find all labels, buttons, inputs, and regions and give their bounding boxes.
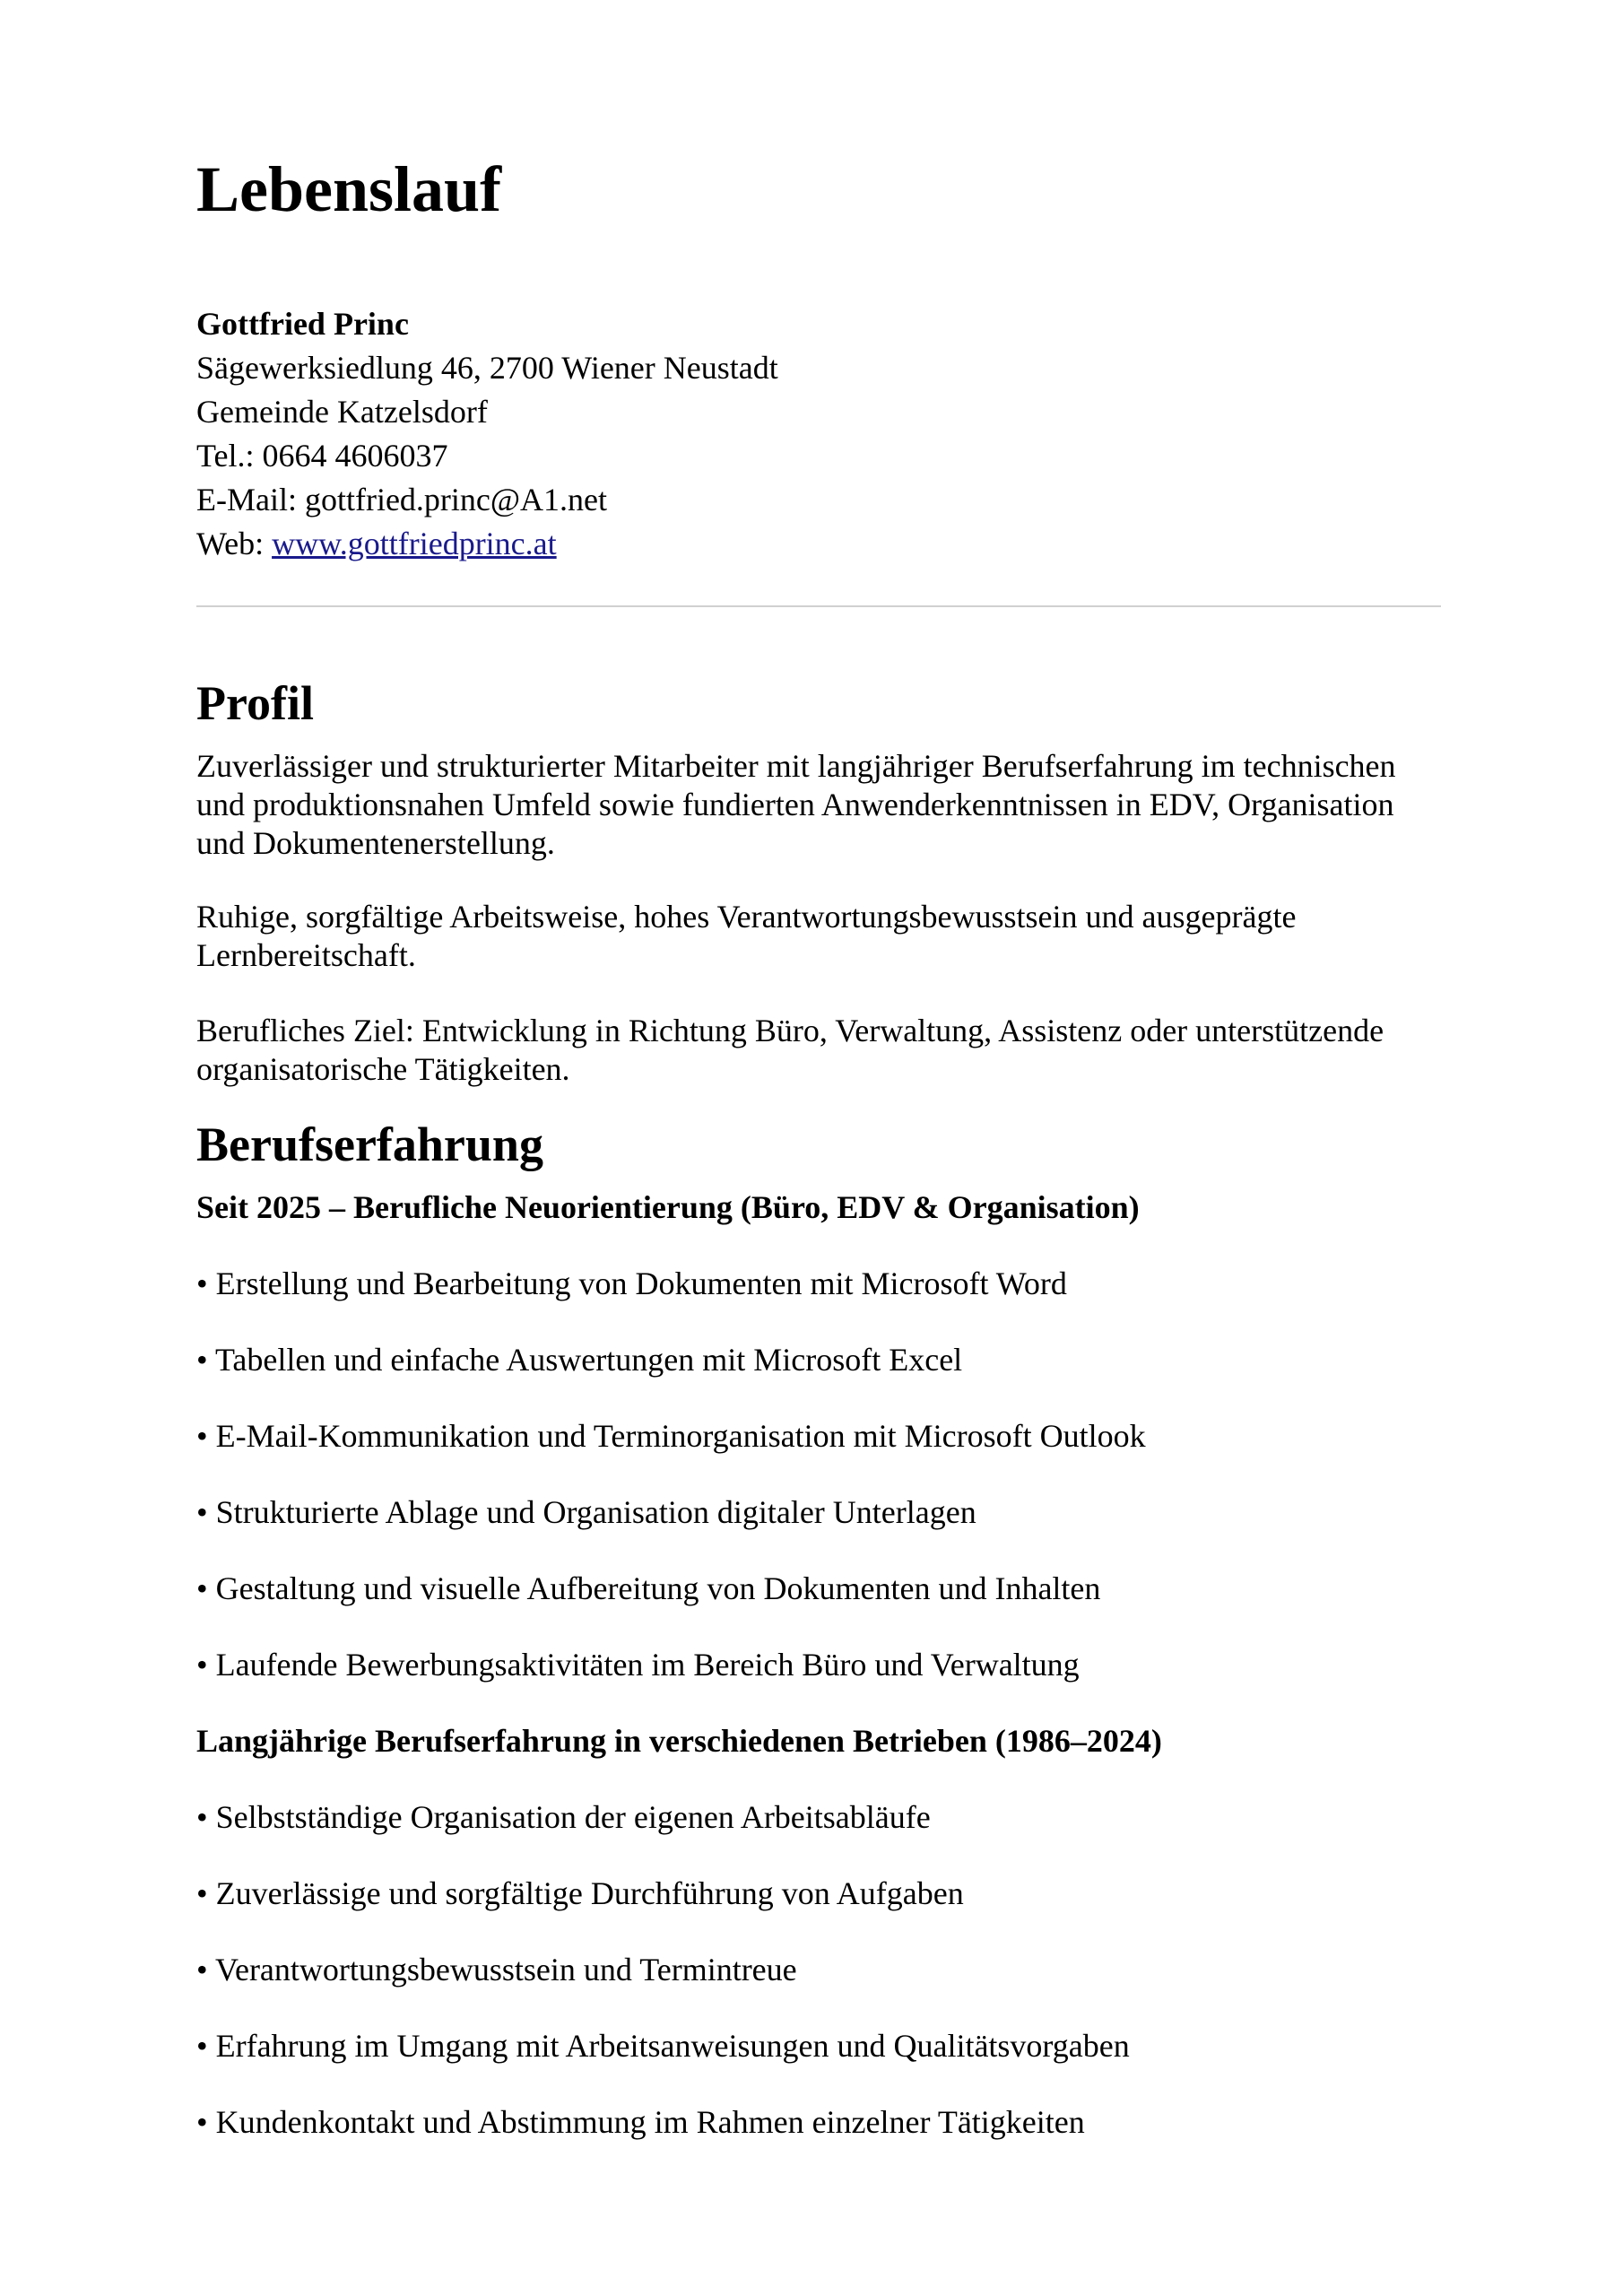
profile-paragraph: Zuverlässiger und strukturierter Mitarbeiter mit langjähriger Berufserfahrung im technischen und produktionsnahen Umfeld sowie fundierten Anwenderkenntnissen in EDV, Organisation und Dokumentenerstellung. — [196, 748, 1396, 861]
experience-subheading: Seit 2025 – Berufliche Neuorientierung (Büro, EDV & Organisation) — [196, 1189, 1140, 1225]
list-item: • Tabellen und einfache Auswertungen mit Microsoft Excel — [196, 1342, 963, 1378]
profile-paragraph: Berufliches Ziel: Entwicklung in Richtung Büro, Verwaltung, Assistenz oder unterstützende organisatorische Tätigkeiten. — [196, 1013, 1384, 1087]
divider — [196, 605, 1441, 607]
website-link[interactable]: www.gottfriedprinc.at — [272, 526, 557, 561]
contact-name: Gottfried Princ — [196, 306, 409, 342]
list-item: • Strukturierte Ablage und Organisation digitaler Unterlagen — [196, 1494, 976, 1530]
resume-page — [196, 153, 1441, 2142]
list-item: • Verantwortungsbewusstsein und Termintreue — [196, 1952, 797, 1987]
list-item: • Zuverlässige und sorgfältige Durchführung von Aufgaben — [196, 1875, 964, 1911]
contact-phone: Tel.: 0664 4606037 — [196, 438, 448, 474]
page-title: Lebenslauf — [196, 153, 502, 225]
list-item: • Erfahrung im Umgang mit Arbeitsanweisungen und Qualitätsvorgaben — [196, 2028, 1130, 2064]
list-item: • Selbstständige Organisation der eigenen Arbeitsabläufe — [196, 1799, 931, 1835]
contact-block — [196, 302, 1441, 566]
section-heading-profil: Profil — [196, 676, 314, 730]
list-item: • Kundenkontakt und Abstimmung im Rahmen einzelner Tätigkeiten — [196, 2104, 1085, 2140]
section-heading-berufserfahrung: Berufserfahrung — [196, 1118, 543, 1171]
contact-web — [196, 522, 1441, 566]
contact-municipality: Gemeinde Katzelsdorf — [196, 394, 488, 430]
list-item: • Gestaltung und visuelle Aufbereitung von Dokumenten und Inhalten — [196, 1570, 1101, 1606]
contact-email: E-Mail: gottfried.princ@A1.net — [196, 482, 608, 517]
profile-paragraph: Ruhige, sorgfältige Arbeitsweise, hohes Verantwortungsbewusstsein und ausgeprägte Lernbereitschaft. — [196, 899, 1297, 973]
contact-address: Sägewerksiedlung 46, 2700 Wiener Neustadt — [196, 350, 778, 386]
list-item: • Laufende Bewerbungsaktivitäten im Bereich Büro und Verwaltung — [196, 1647, 1080, 1683]
contact-web-label: Web: — [196, 526, 273, 561]
list-item: • E-Mail-Kommunikation und Terminorganisation mit Microsoft Outlook — [196, 1418, 1146, 1454]
list-item: • Erstellung und Bearbeitung von Dokumenten mit Microsoft Word — [196, 1265, 1067, 1301]
experience-subheading: Langjährige Berufserfahrung in verschiedenen Betrieben (1986–2024) — [196, 1723, 1162, 1759]
